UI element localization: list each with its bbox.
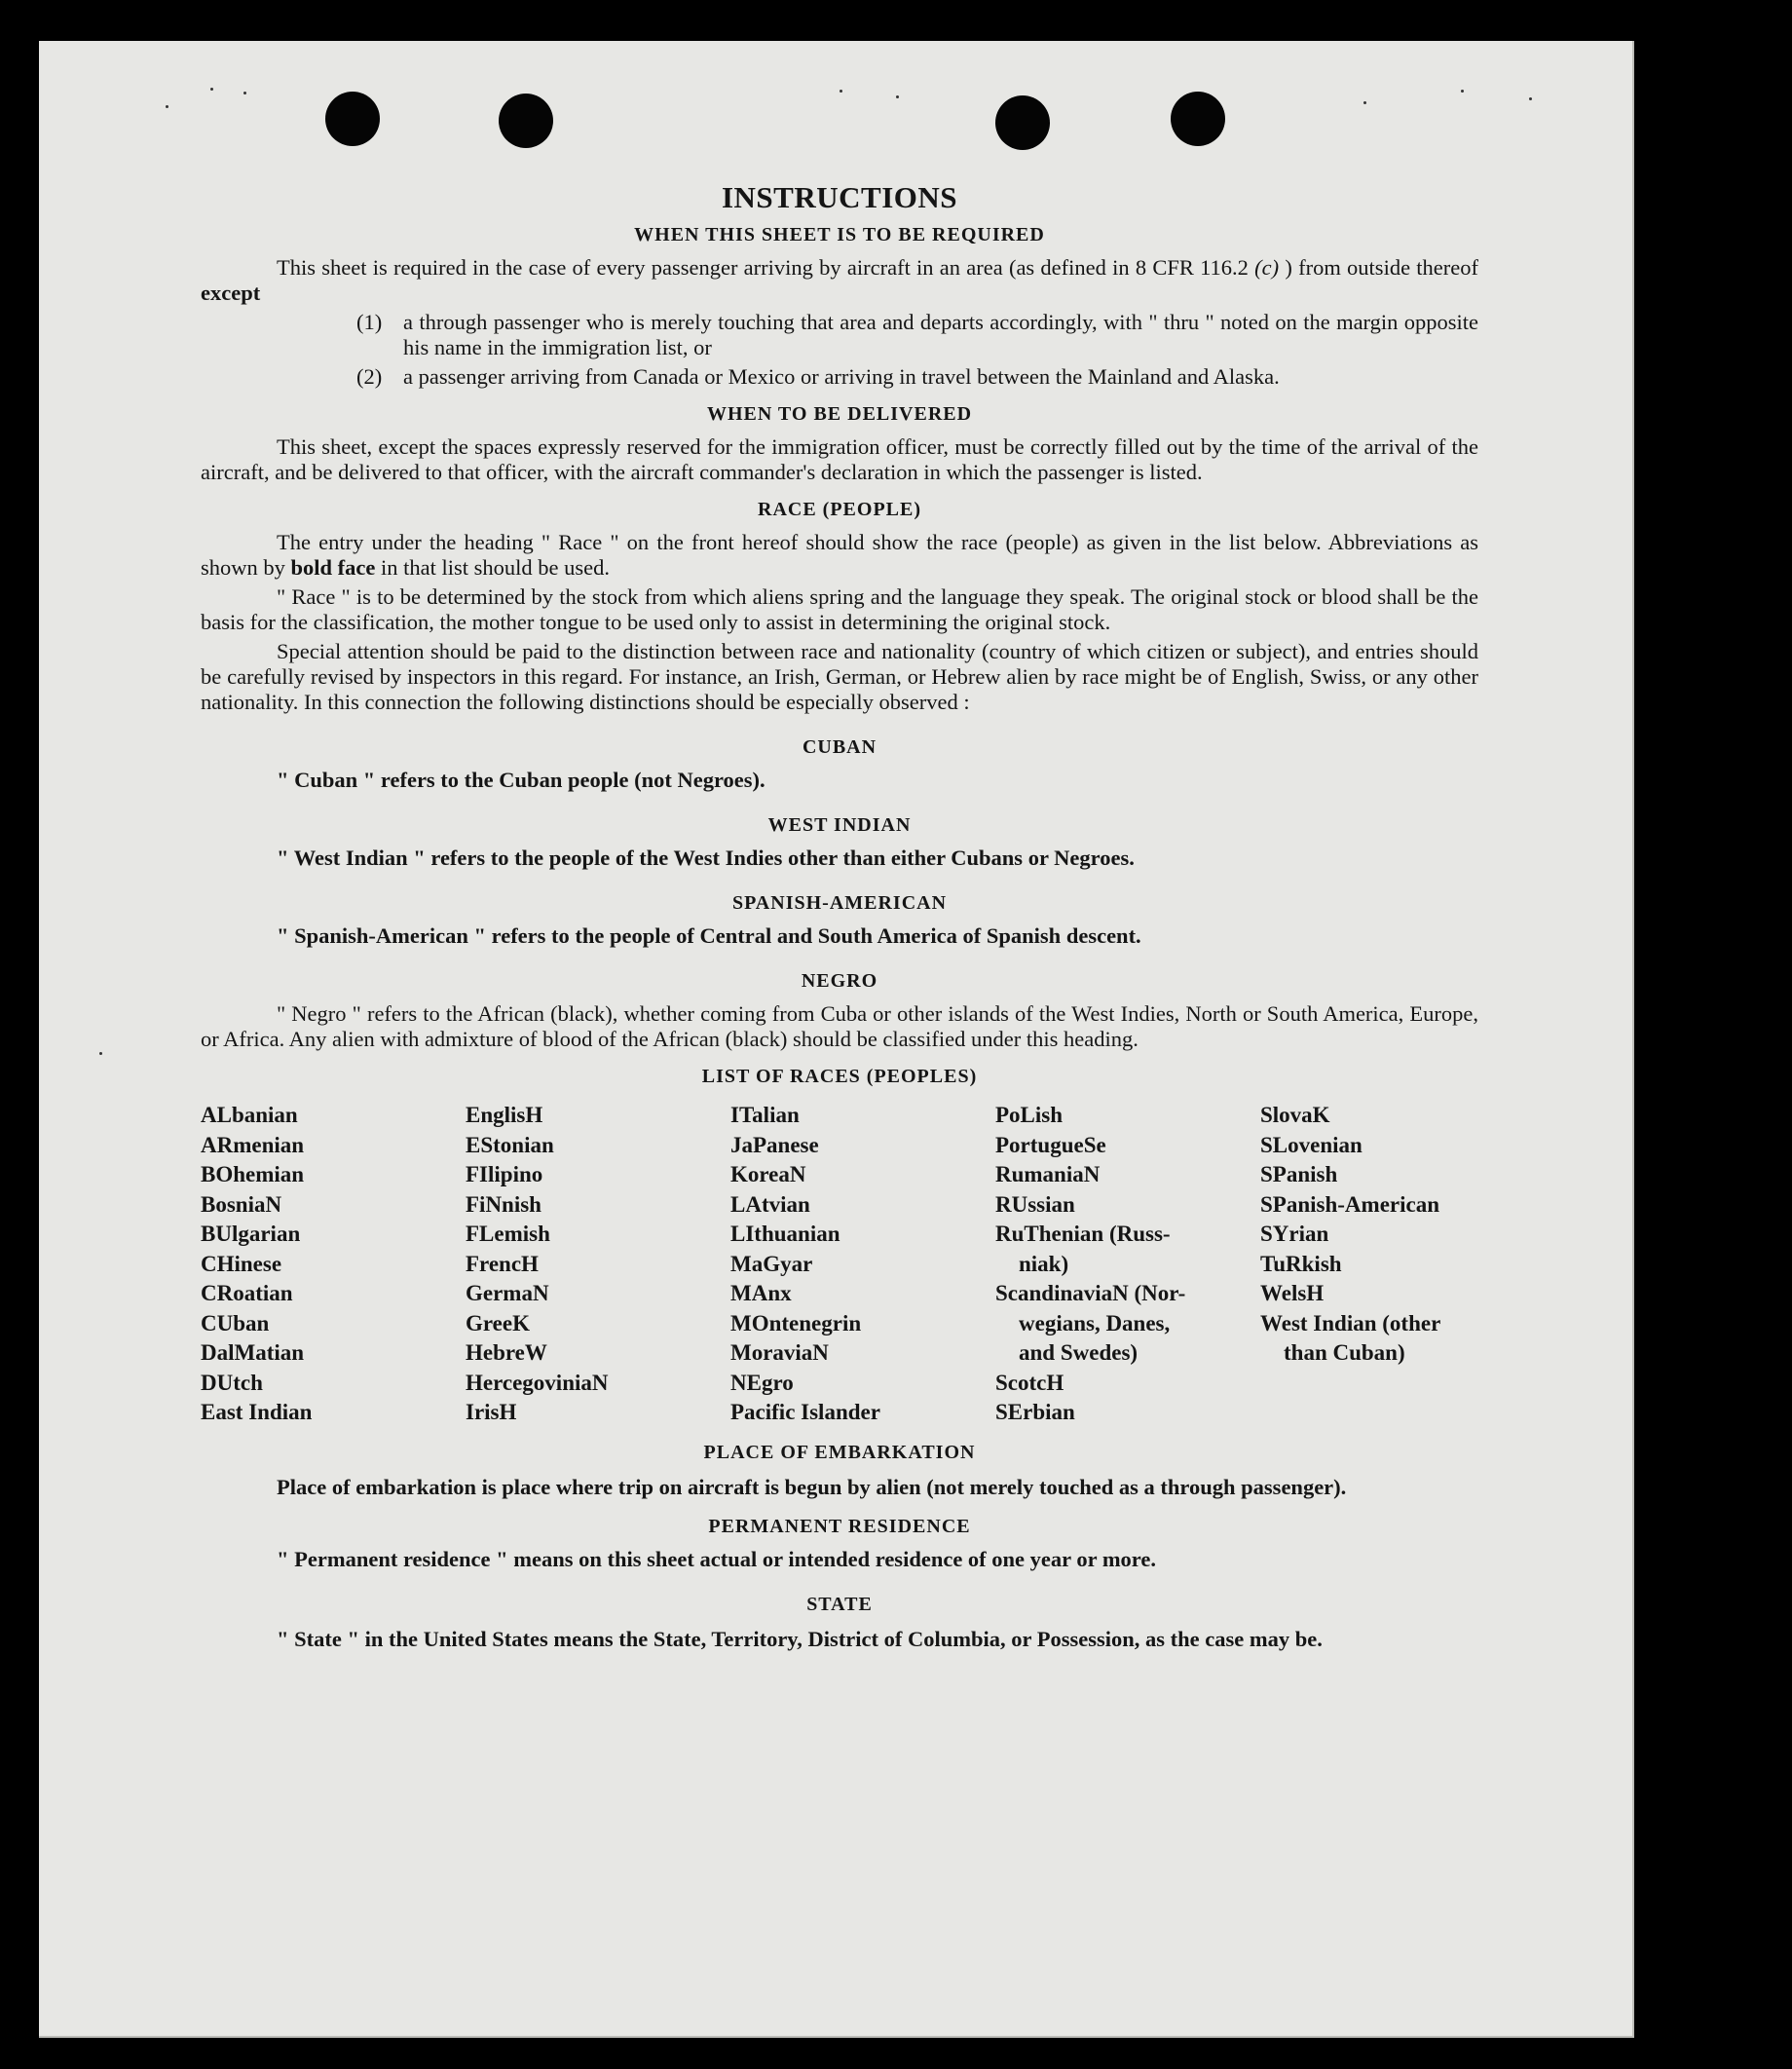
race-entry: West Indian (other (1260, 1310, 1441, 1335)
required-item-2 (356, 364, 1478, 390)
race-entry: LIthuanian (730, 1222, 840, 1246)
race-entry: GreeK (466, 1310, 530, 1335)
required-intro (201, 255, 1478, 306)
section-heading-west-indian: WEST INDIAN (767, 814, 912, 836)
race-entry: NEgro (730, 1370, 794, 1395)
race-list-column-5 (1260, 1101, 1478, 1428)
race-entry: SPanish-American (1260, 1191, 1439, 1217)
race-entry: ARmenian (201, 1132, 305, 1157)
race-paragraph-1 (201, 530, 1478, 581)
race-entry: SlovaK (1260, 1103, 1330, 1127)
page-title: INSTRUCTIONS (721, 180, 957, 214)
race-entry: FIlipino (466, 1162, 543, 1186)
section-heading-negro: NEGRO (801, 970, 878, 992)
section-heading-state: STATE (806, 1593, 873, 1615)
section-heading-delivered: WHEN TO BE DELIVERED (706, 403, 973, 425)
punch-hole-3 (995, 95, 1050, 150)
race-entry: WelsH (1260, 1281, 1325, 1305)
race-entry: EStonian (466, 1132, 554, 1157)
race-list-column-3 (730, 1101, 995, 1428)
section-heading-required: WHEN THIS SHEET IS TO BE REQUIRED (634, 224, 1045, 245)
race-p1-text-b: in that list should be used. (375, 555, 611, 580)
race-entry: RumaniaN (995, 1162, 1101, 1186)
speck (166, 105, 168, 108)
section-heading-embarkation: PLACE OF EMBARKATION (703, 1441, 976, 1463)
race-entry: EnglisH (466, 1103, 543, 1127)
required-item-1 (356, 310, 1478, 360)
race-entry: FrencH (466, 1251, 539, 1276)
race-p1-text-a: The entry under the heading " Race " on the front hereof should show the race (people) as given in the list below. Abbreviations as shown by (201, 530, 1478, 580)
race-entry: SLovenian (1260, 1132, 1363, 1157)
race-list (201, 1101, 1478, 1428)
required-item-number: (1) (356, 310, 383, 334)
race-paragraph-3: Special attention should be paid to the distinction between race and nationality (country of which citizen or subject), and entries should be carefully revised by inspectors in this regard. For instance, an Irish, German, or Hebrew alien by race might be of English, Swiss, or any other nationality. In this connection the following distinctions should be especially observed : (201, 639, 1478, 714)
state-text: " State " in the United States means the State, Territory, District of Columbia, or Possession, as the case may be. (277, 1626, 1323, 1651)
cuban-text: " Cuban " refers to the Cuban people (not Negroes). (277, 768, 765, 792)
race-entry: SErbian (995, 1400, 1075, 1424)
spanish-american-text: " Spanish-American " refers to the people of Central and South America of Spanish descent. (277, 923, 1141, 948)
race-entry: MaGyar (730, 1251, 813, 1276)
race-paragraph-2: " Race " is to be determined by the stock from which aliens spring and the language they speak. The original stock or blood shall be the basis for the classification, the mother tongue to be used only to assist in determining the original stock. (201, 584, 1478, 634)
speck (210, 88, 213, 91)
punch-hole-4 (1171, 92, 1225, 146)
race-entry: ITalian (730, 1103, 800, 1127)
race-entry: BOhemian (201, 1162, 305, 1186)
race-entry: LAtvian (730, 1191, 810, 1217)
race-entry: BosniaN (201, 1191, 282, 1217)
race-entry: RUssian (995, 1191, 1075, 1217)
required-intro-except: except (201, 281, 261, 305)
race-entry: ScandinaviaN (Nor- (995, 1281, 1186, 1305)
race-p1-bold: bold face (290, 555, 376, 580)
race-entry: CHinese (201, 1251, 282, 1276)
delivered-text: This sheet, except the spaces expressly reserved for the immigration officer, must be correctly filled out by the time of the arrival of the aircraft, and be delivered to that officer, with the aircraft commander's declaration in which the passenger is listed. (201, 434, 1478, 484)
race-entry-continued: than Cuban) (1284, 1340, 1405, 1365)
race-entry: MOntenegrin (730, 1310, 862, 1335)
negro-text: " Negro " refers to the African (black), whether coming from Cuba or other islands of the West Indies, North or South America, Europe, or Africa. Any alien with admixture of blood of the African (black) should be classified under this heading. (201, 1001, 1478, 1051)
race-list-column-1 (201, 1101, 466, 1428)
race-entry: PortugueSe (995, 1132, 1106, 1157)
race-entry-continued: wegians, Danes, (1019, 1310, 1171, 1335)
speck (99, 1052, 102, 1055)
race-entry-continued: niak) (1019, 1251, 1069, 1276)
race-entry: HercegoviniaN (466, 1370, 609, 1395)
race-entry: TuRkish (1260, 1251, 1342, 1276)
instructions-body (201, 144, 1478, 1658)
required-item-text: a through passenger who is merely touching that area and departs accordingly, with " thru " noted on the margin opposite his name in the immigration list, or (403, 310, 1478, 359)
race-entry: FiNnish (466, 1191, 541, 1217)
west-indian-text: " West Indian " refers to the people of the West Indies other than either Cubans or Negroes. (277, 846, 1135, 870)
race-entry: RuThenian (Russ- (995, 1222, 1171, 1246)
race-entry: Pacific Islander (730, 1400, 880, 1424)
speck (840, 90, 842, 93)
punch-hole-2 (499, 94, 553, 148)
race-entry: JaPanese (730, 1132, 819, 1157)
race-list-column-4 (995, 1101, 1260, 1428)
race-entry: KoreaN (730, 1162, 806, 1186)
race-entry: DUtch (201, 1370, 263, 1395)
speck (243, 92, 246, 94)
race-entry: FLemish (466, 1222, 550, 1246)
punch-hole-1 (325, 92, 380, 146)
race-entry: MAnx (730, 1281, 792, 1305)
required-item-number: (2) (356, 364, 383, 389)
race-entry: BUlgarian (201, 1222, 301, 1246)
section-heading-race: RACE (PEOPLE) (758, 499, 921, 520)
section-heading-cuban: CUBAN (802, 736, 877, 758)
race-entry: ALbanian (201, 1103, 298, 1127)
required-item-text: a passenger arriving from Canada or Mexico or arriving in travel between the Mainland and Alaska. (403, 364, 1280, 389)
race-entry: GermaN (466, 1281, 549, 1305)
race-entry: IrisH (466, 1400, 517, 1424)
section-heading-residence: PERMANENT RESIDENCE (708, 1515, 971, 1537)
race-entry: CRoatian (201, 1281, 293, 1305)
race-entry: SPanish (1260, 1162, 1338, 1186)
race-entry: East Indian (201, 1400, 313, 1424)
section-heading-race-list: LIST OF RACES (PEOPLES) (701, 1066, 978, 1087)
race-list-column-2 (466, 1101, 730, 1428)
speck (1529, 97, 1532, 100)
race-entry: MoraviaN (730, 1340, 829, 1365)
required-intro-clause: (c) (1254, 255, 1280, 280)
race-entry: ScotcH (995, 1370, 1064, 1395)
section-heading-spanish-american: SPANISH-AMERICAN (731, 892, 948, 914)
race-entry: CUban (201, 1310, 270, 1335)
race-entry: SYrian (1260, 1222, 1329, 1246)
required-intro-text-a: This sheet is required in the case of every passenger arriving by aircraft in an area (as defined in 8 CFR 116.2 (277, 255, 1255, 280)
required-intro-text-b: ) from outside thereof (1279, 255, 1479, 280)
race-entry: PoLish (995, 1103, 1064, 1127)
speck (1461, 90, 1464, 93)
race-entry: DalMatian (201, 1340, 305, 1365)
residence-text: " Permanent residence " means on this sheet actual or intended residence of one year or more. (277, 1546, 1156, 1571)
race-entry: HebreW (466, 1340, 547, 1365)
speck (896, 95, 899, 98)
race-entry-continued: and Swedes) (1019, 1340, 1139, 1365)
embarkation-text: Place of embarkation is place where trip on aircraft is begun by alien (not merely touched as a through passenger). (277, 1474, 1347, 1499)
speck (1363, 101, 1366, 104)
